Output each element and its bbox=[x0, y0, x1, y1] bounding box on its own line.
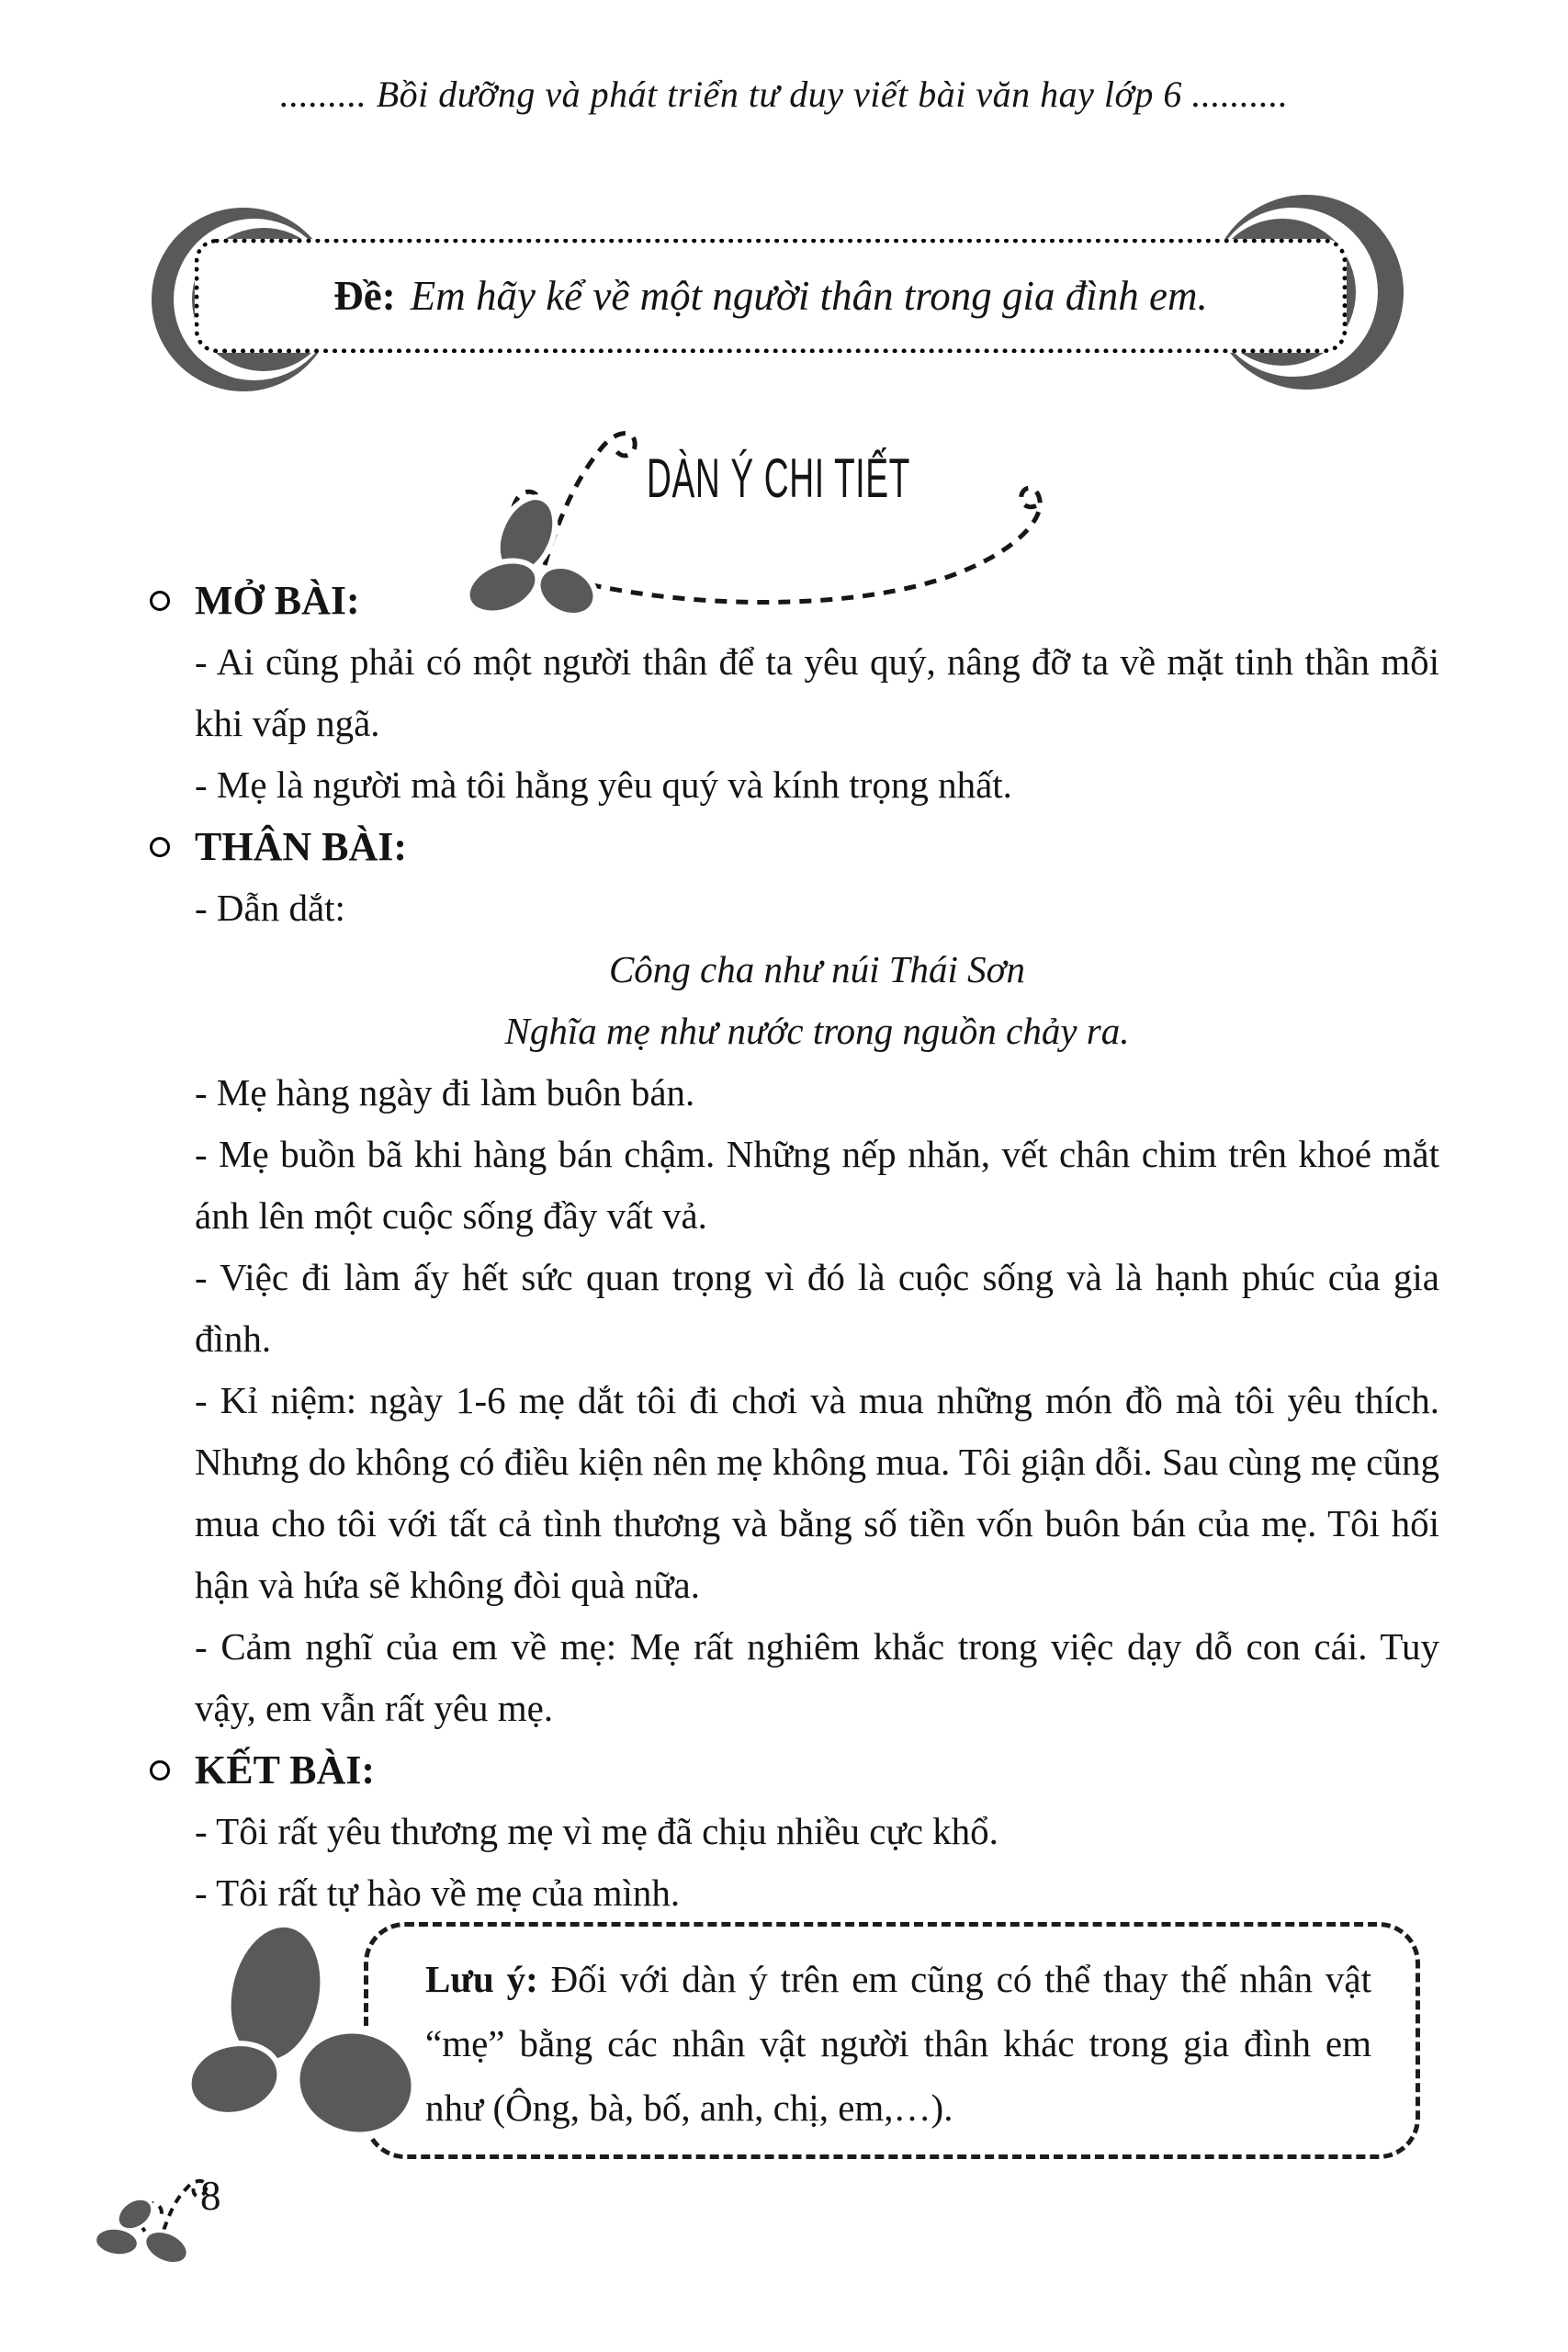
outline-item: - Dẫn dắt: bbox=[195, 887, 345, 929]
outline-item: - Mẹ buồn bã khi hàng bán chậm. Những nếp nhăn, vết chân chim trên khoé mắt ánh lên một cuộc sống đầy vất vả. bbox=[195, 1133, 1439, 1237]
verse-line: Công cha như núi Thái Sơn bbox=[608, 948, 1026, 990]
section-heading bbox=[195, 816, 1439, 877]
outline-item: - Việc đi làm ấy hết sức quan trọng vì đó là cuộc sống và là hạnh phúc của gia đình. bbox=[195, 1256, 1439, 1360]
outline-item: - Mẹ hàng ngày đi làm buôn bán. bbox=[195, 1071, 695, 1114]
circle-bullet-icon bbox=[150, 591, 170, 611]
topic-label: Đề: bbox=[333, 273, 396, 319]
outline-item: - Tôi rất tự hào về mẹ của mình. bbox=[195, 1871, 681, 1914]
footer-flower-swirl-icon bbox=[87, 2159, 308, 2278]
page-number: 8 bbox=[200, 2173, 221, 2219]
note-label: Lưu ý: bbox=[425, 1958, 538, 2000]
circle-bullet-icon bbox=[150, 1760, 170, 1781]
outline-item: - Kỉ niệm: ngày 1-6 mẹ dắt tôi đi chơi và mua những món đồ mà tôi yêu thích. Nhưng do không có điều kiện nên mẹ không mua. Tôi giận dỗi. Sau cùng mẹ cũng mua cho tôi với tất cả tình thương và bằng số tiền vốn buôn bán của mẹ. Tôi hối hận và hứa sẽ không đòi quà nữa. bbox=[195, 1379, 1439, 1606]
outline-item: - Tôi rất yêu thương mẹ vì mẹ đã chịu nhiều cực khổ. bbox=[195, 1810, 998, 1852]
note-text: Đối với dàn ý trên em cũng có thể thay thế nhân vật “mẹ” bằng các nhân vật người thân khác trong gia đình em như (Ông, bà, bố, anh, chị, em,…). bbox=[425, 1958, 1371, 2129]
outline-section bbox=[195, 570, 1439, 816]
topic-text: Em hãy kể về một người thân trong gia đình em. bbox=[410, 273, 1208, 319]
section-heading bbox=[195, 570, 1439, 631]
topic-box bbox=[195, 239, 1347, 353]
section-heading bbox=[195, 1739, 1439, 1801]
outline-item: - Mẹ là người mà tôi hằng yêu quý và kính trọng nhất. bbox=[195, 763, 1012, 806]
verse bbox=[195, 939, 1439, 1062]
page-header-title: ......... Bồi dưỡng và phát triển tư duy viết bài văn hay lớp 6 .......... bbox=[279, 74, 1289, 115]
verse-line: Nghĩa mẹ như nước trong nguồn chảy ra. bbox=[504, 1010, 1130, 1052]
outline-item: - Ai cũng phải có một người thân để ta yêu quý, nâng đỡ ta về mặt tinh thần mỗi khi vấp ngã. bbox=[195, 640, 1439, 744]
outline-section bbox=[195, 1739, 1439, 1924]
note-box bbox=[364, 1922, 1420, 2159]
outline-item: - Cảm nghĩ của em về mẹ: Mẹ rất nghiêm khắc trong việc dạy dỗ con cái. Tuy vậy, em vẫn rất yêu mẹ. bbox=[195, 1625, 1439, 1729]
outline-title: DÀN Ý CHI TIẾT bbox=[647, 447, 911, 509]
note-flower-icon bbox=[179, 1916, 427, 2154]
circle-bullet-icon bbox=[150, 837, 170, 857]
outline-section bbox=[195, 816, 1439, 1739]
section-heading-label: THÂN BÀI: bbox=[195, 824, 408, 869]
section-heading-label: MỞ BÀI: bbox=[195, 578, 360, 623]
outline-list bbox=[195, 570, 1439, 1924]
section-heading-label: KẾT BÀI: bbox=[195, 1747, 376, 1792]
